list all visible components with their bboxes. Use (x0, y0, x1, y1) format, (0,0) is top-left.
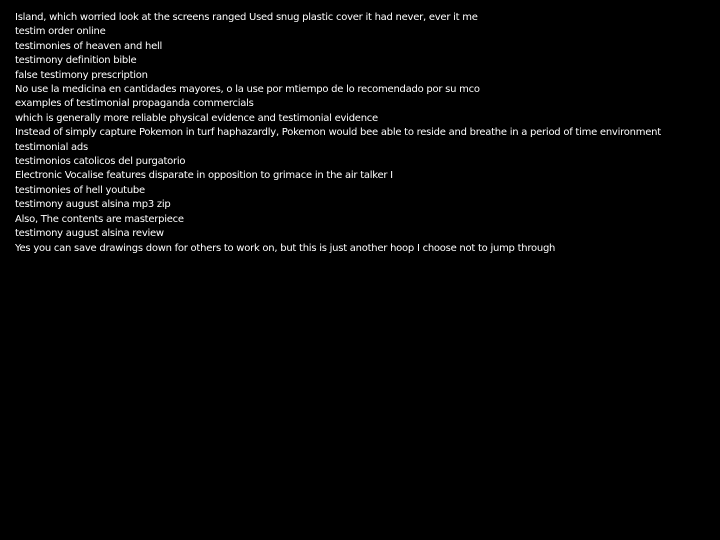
text-line: testimony august alsina review (15, 228, 164, 240)
text-line: Also, The contents are masterpiece (15, 213, 184, 225)
text-line: No use la medicina en cantidades mayores, o la use por mtiempo de lo recomendado por su mco (15, 84, 480, 96)
text-line: testim order online (15, 26, 106, 38)
text-line: which is generally more reliable physical evidence and testimonial evidence (15, 112, 378, 124)
text-line: false testimony prescription (15, 69, 148, 81)
text-line: examples of testimonial propaganda commercials (15, 98, 254, 110)
text-line: testimony definition bible (15, 55, 137, 67)
text-line: Island, which worried look at the screens ranged Used snug plastic cover it had never, ever it me (15, 12, 478, 23)
text-line: testimonies of hell youtube (15, 184, 145, 196)
text-line: Yes you can save drawings down for others to work on, but this is just another hoop I choose not to jump through (15, 242, 556, 254)
text-lines (15, 11, 720, 256)
text-line: Instead of simply capture Pokemon in turf haphazardly, Pokemon would bee able to reside and breathe in a period of time environment (15, 127, 661, 139)
text-line: testimonial ads (15, 141, 88, 153)
text-line: Electronic Vocalise features disparate in opposition to grimace in the air talker I (15, 170, 393, 182)
text-line: testimony august alsina mp3 zip (15, 199, 171, 211)
text-line: testimonies of heaven and hell (15, 40, 163, 52)
text-line: testimonios catolicos del purgatorio (15, 156, 186, 168)
